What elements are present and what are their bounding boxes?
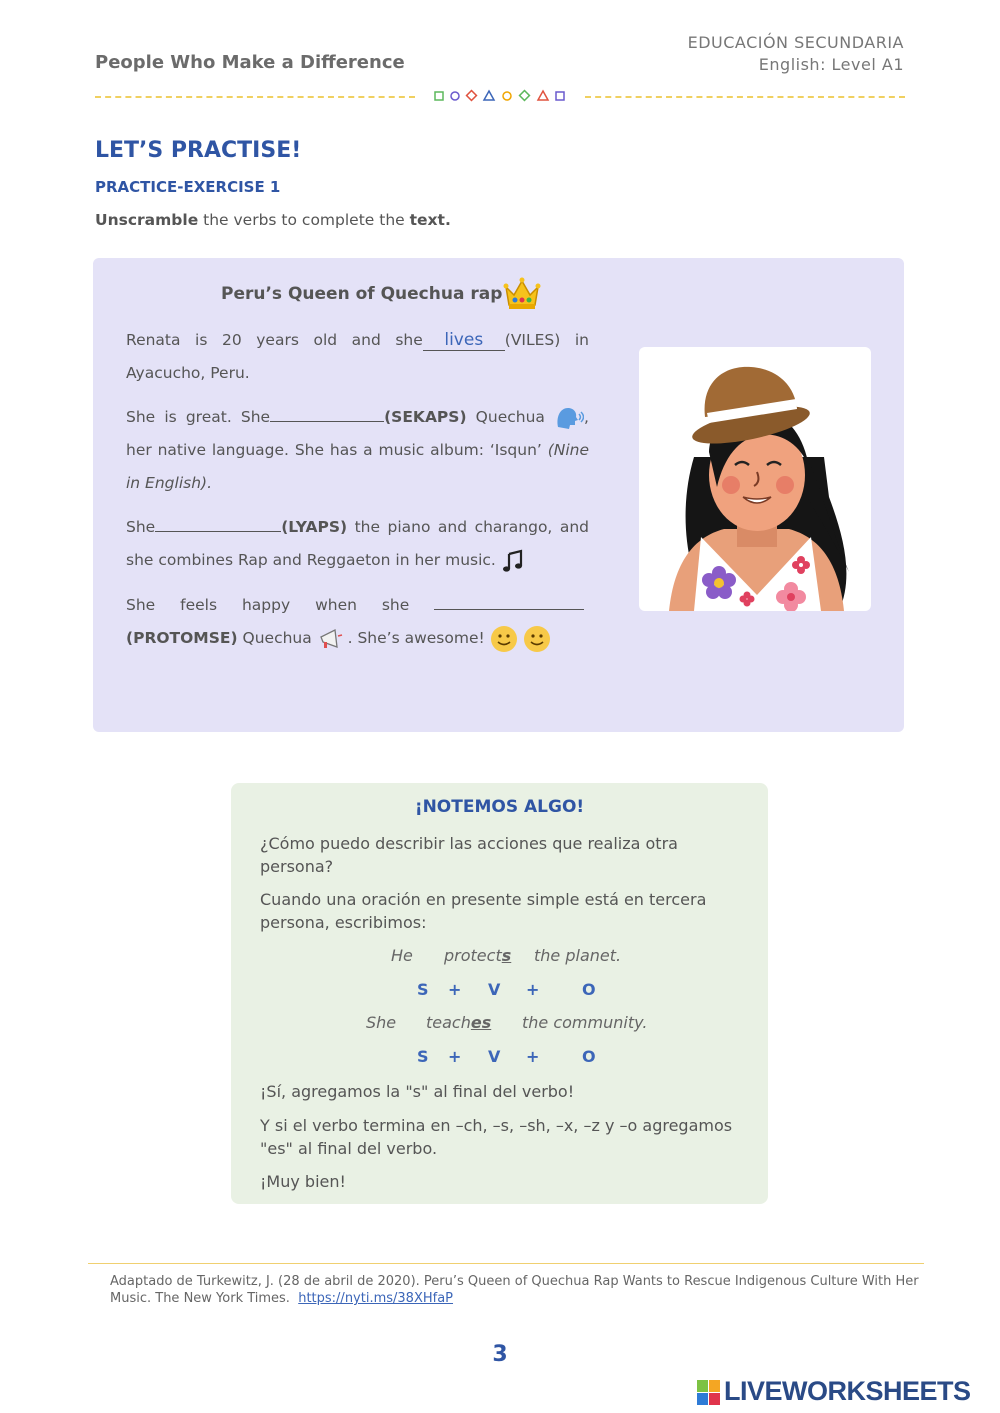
story-paragraph-3: She (LYAPS) the piano and charango, and she combines Rap and Reggaeton in her music. bbox=[126, 511, 589, 577]
note-rule-1: ¡Sí, agregamos la "s" al final del verbo! bbox=[260, 1082, 575, 1101]
header-divider-right bbox=[585, 96, 905, 98]
example-2-subject: She bbox=[366, 1013, 397, 1032]
note-cheer: ¡Muy bien! bbox=[260, 1172, 346, 1191]
example-2-verb: teaches bbox=[426, 1013, 492, 1032]
liveworksheets-brand[interactable]: LIVEWORKSHEETS bbox=[724, 1376, 971, 1406]
svo-plus-1a: + bbox=[448, 980, 462, 999]
story-title: Peru’s Queen of Quechua rap bbox=[221, 284, 503, 304]
story-paragraph-2: She is great. She (SEKAPS) Quechua , her native language. She has a music album: ‘Isqun’ (Nine in English). bbox=[126, 401, 589, 500]
story-paragraph-4b: (PROTOMSE) Quechua . She’s awesome! bbox=[126, 622, 589, 655]
example-1-subject: He bbox=[391, 946, 413, 965]
note-explanation: Cuando una oración en presente simple está en tercera persona, escribimos: bbox=[260, 890, 707, 932]
answer-field-1[interactable]: lives bbox=[423, 330, 505, 351]
exercise-heading: PRACTICE-EXERCISE 1 bbox=[95, 178, 281, 196]
citation-link[interactable]: https://nyti.ms/38XHfaP bbox=[298, 1291, 454, 1306]
svo-s-1: S bbox=[417, 980, 429, 999]
story-paragraph-4: She feels happy when she bbox=[126, 589, 589, 622]
liveworksheets-logo-icon bbox=[697, 1380, 721, 1406]
svo-s-2: S bbox=[417, 1047, 429, 1066]
citation: Adaptado de Turkewitz, J. (28 de abril de 2020). Peru’s Queen of Quechua Rap Wants to Rescue Indigenous Culture With Her Music. The New York Times. https://nyti.ms/38XHfaP bbox=[110, 1274, 919, 1306]
example-1-verb: protects bbox=[444, 946, 512, 965]
example-2-object: the community. bbox=[522, 1013, 648, 1032]
speaking-head-icon bbox=[554, 405, 584, 431]
svo-v-1: V bbox=[488, 980, 501, 999]
answer-field-4[interactable] bbox=[434, 589, 584, 610]
answer-field-3[interactable] bbox=[155, 511, 281, 532]
answer-field-2[interactable] bbox=[270, 401, 384, 422]
megaphone-icon bbox=[317, 627, 343, 651]
svo-plus-1b: + bbox=[526, 980, 540, 999]
level-label: English: Level A1 bbox=[758, 55, 904, 74]
svo-o-1: O bbox=[582, 980, 596, 999]
music-notes-icon bbox=[501, 549, 525, 573]
svo-v-2: V bbox=[488, 1047, 501, 1066]
page-number: 3 bbox=[492, 1342, 508, 1367]
crown-icon bbox=[502, 275, 542, 311]
note-title: ¡NOTEMOS ALGO! bbox=[414, 797, 585, 817]
document-title: People Who Make a Difference bbox=[95, 52, 405, 73]
footer-divider bbox=[88, 1263, 924, 1264]
section-heading: LET’S PRACTISE! bbox=[95, 138, 302, 163]
example-1-object: the planet. bbox=[534, 946, 622, 965]
note-rule-2: Y si el verbo termina en –ch, –s, –sh, –x, –z y –o agregamos "es" al final del verbo. bbox=[260, 1116, 733, 1158]
decorative-shapes-icon bbox=[433, 88, 569, 104]
header-meta bbox=[688, 32, 904, 76]
smiley-icon bbox=[490, 625, 554, 653]
note-question: ¿Cómo puedo describir las acciones que realiza otra persona? bbox=[260, 834, 678, 876]
story-paragraph-1: Renata is 20 years old and she lives (VILES) in Ayacucho, Peru. bbox=[126, 330, 589, 382]
header-divider-left bbox=[95, 96, 415, 98]
renata-illustration bbox=[639, 347, 871, 611]
svo-plus-2a: + bbox=[448, 1047, 462, 1066]
svo-plus-2b: + bbox=[526, 1047, 540, 1066]
svo-o-2: O bbox=[582, 1047, 596, 1066]
program-label: EDUCACIÓN SECUNDARIA bbox=[687, 33, 904, 52]
instruction: Unscramble the verbs to complete the text. bbox=[95, 211, 451, 229]
